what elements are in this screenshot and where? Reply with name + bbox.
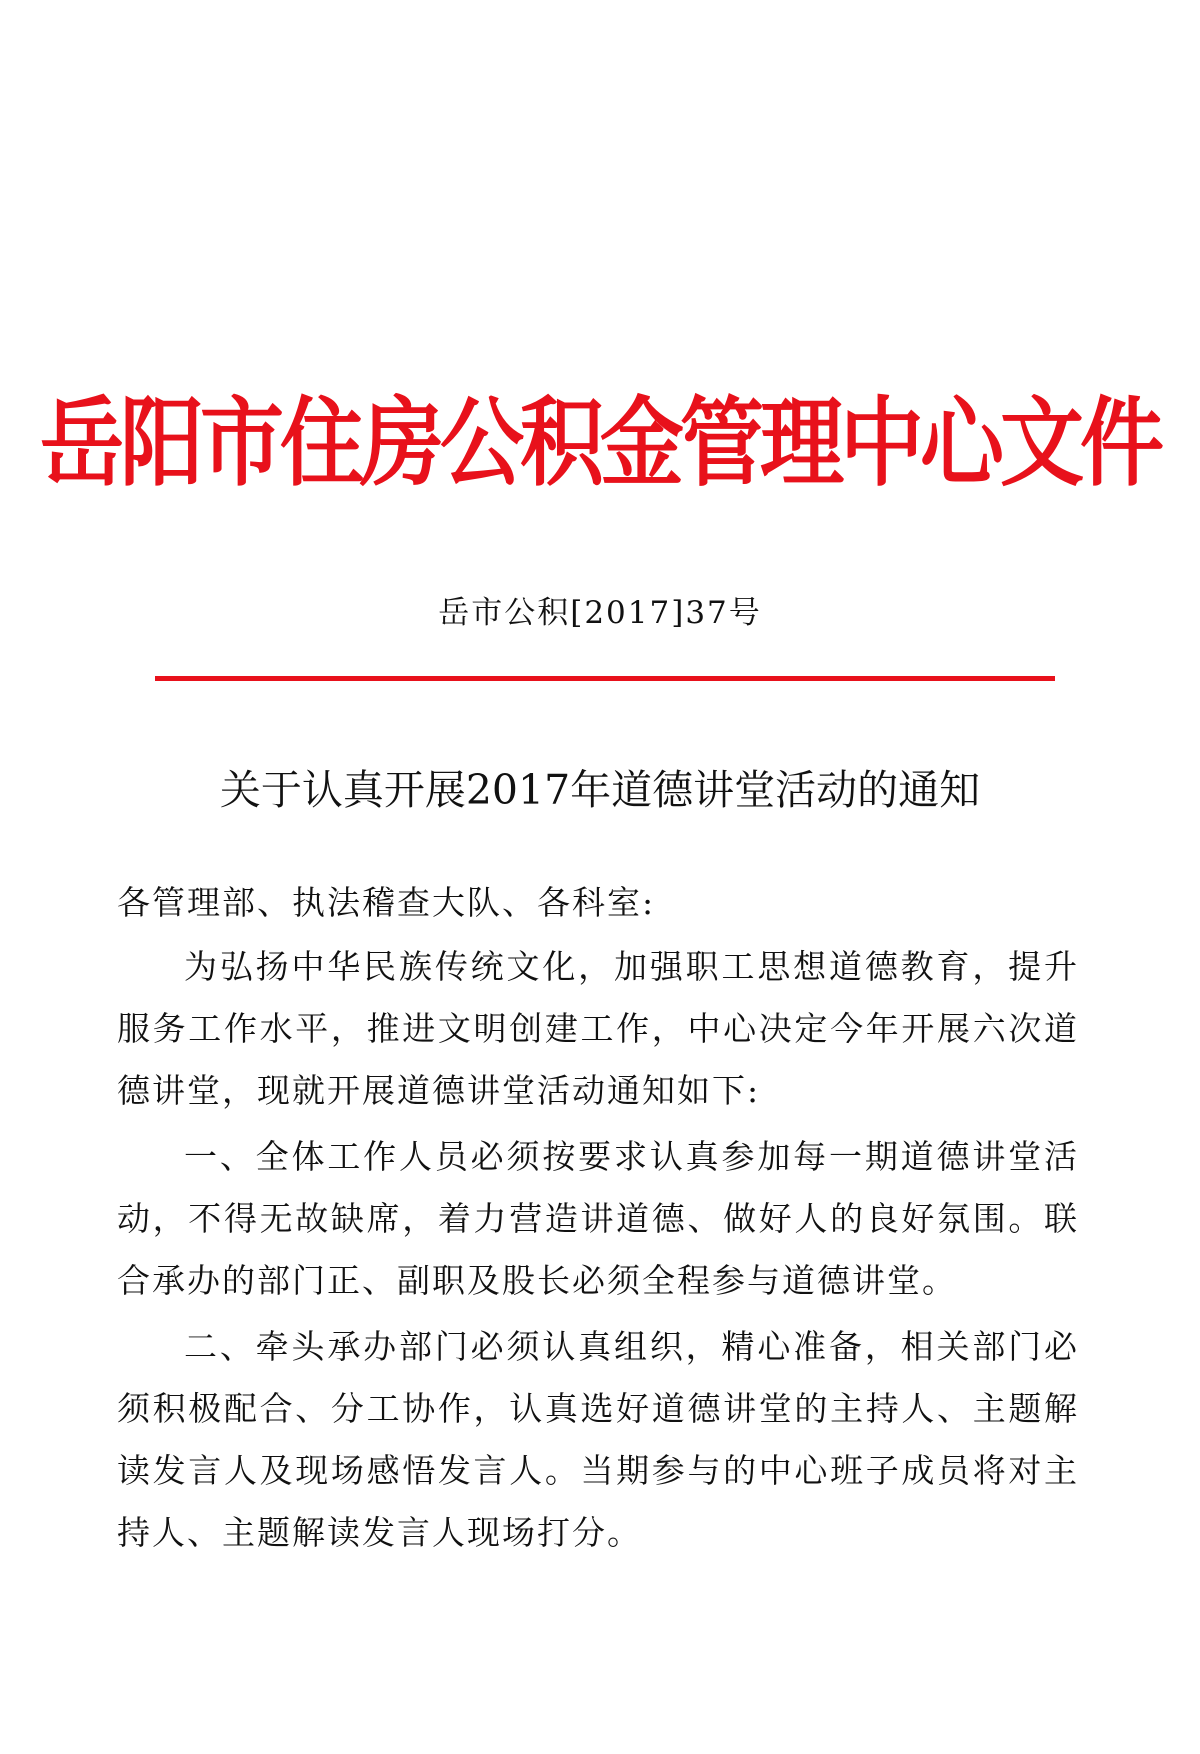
paragraph-intro: 为弘扬中华民族传统文化，加强职工思想道德教育，提升服务工作水平，推进文明创建工作，中心决定今年开展六次道德讲堂，现就开展道德讲堂活动通知如下: [117, 947, 1079, 1110]
salutation: 各管理部、执法稽查大队、各科室: [117, 883, 656, 922]
red-divider-line [155, 676, 1055, 681]
document-number: 岳市公积[2017]37号 [438, 595, 762, 631]
notice-body [117, 872, 1079, 1568]
letterhead-title: 岳阳市住房公积金管理中心文件 [39, 385, 1160, 500]
notice-title: 关于认真开展2017年道德讲堂活动的通知 [219, 766, 981, 814]
paragraph-item-two: 二、牵头承办部门必须认真组织，精心准备，相关部门必须积极配合、分工协作，认真选好道德讲堂的主持人、主题解读发言人及现场感悟发言人。当期参与的中心班子成员将对主持人、主题解读发言人现场打分。 [117, 1327, 1079, 1552]
paragraph-item-one: 一、全体工作人员必须按要求认真参加每一期道德讲堂活动，不得无故缺席，着力营造讲道德、做好人的良好氛围。联合承办的部门正、副职及股长必须全程参与道德讲堂。 [117, 1137, 1079, 1300]
